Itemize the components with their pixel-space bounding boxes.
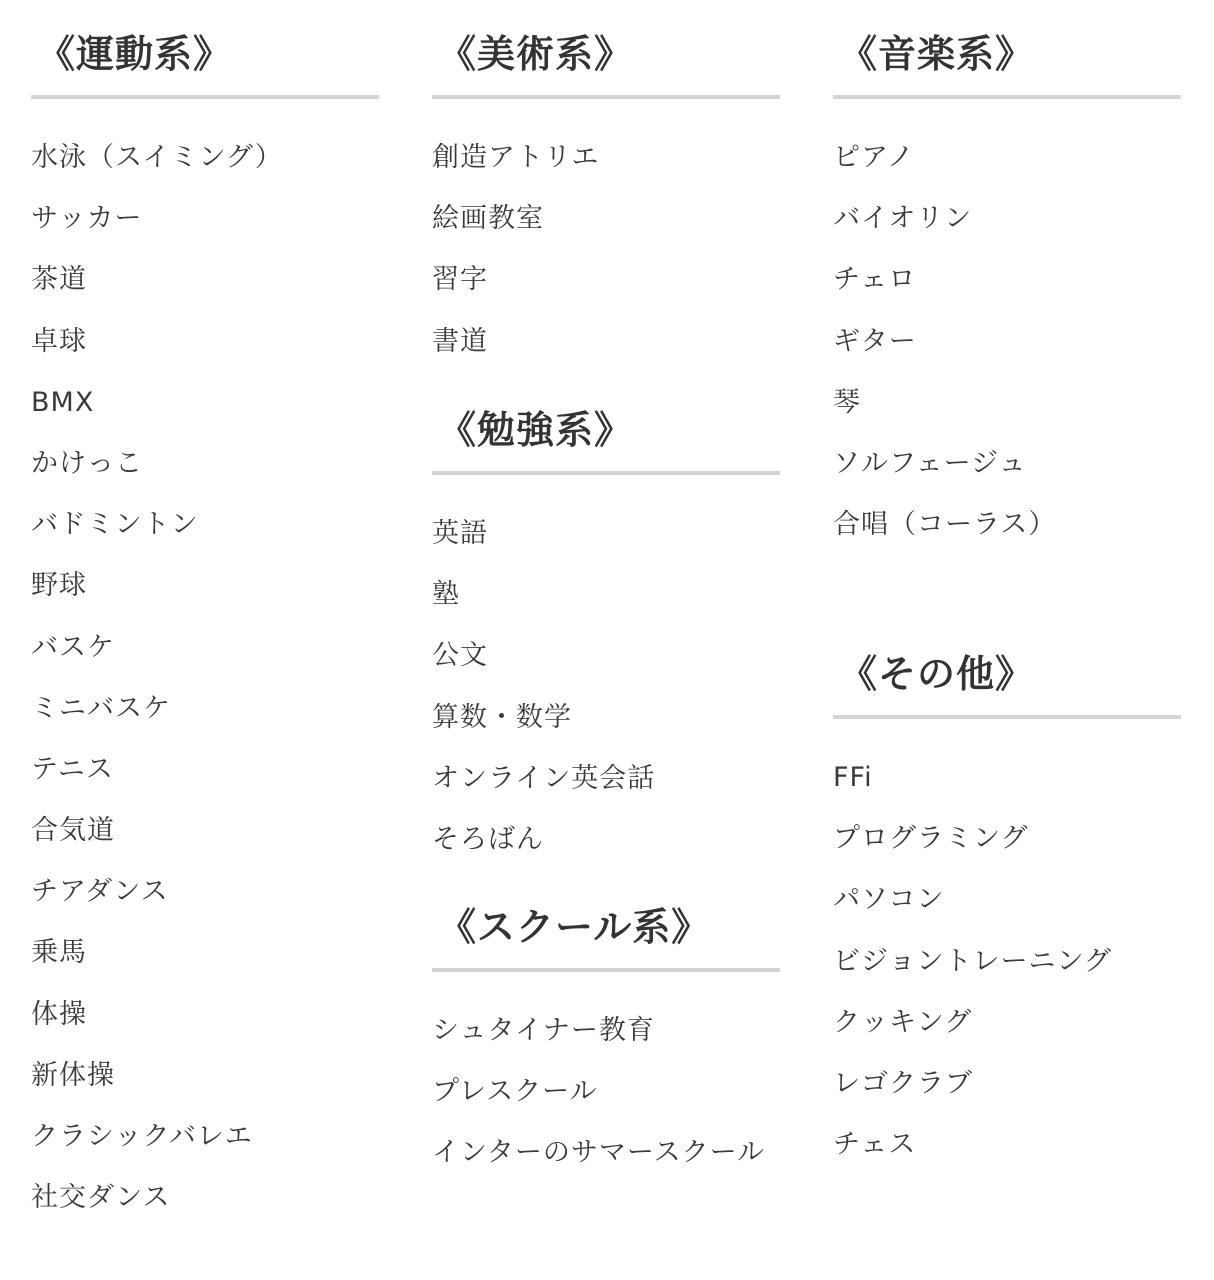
list-item: 合気道 (31, 815, 115, 847)
section-divider (31, 95, 379, 99)
item-list (432, 1000, 780, 1184)
section-heading: 《音楽系》 (839, 32, 1035, 76)
list-item: クラシックバレエ (31, 1121, 253, 1152)
list-item: 合唱（コーラス） (833, 509, 1057, 541)
list-item: 書道 (432, 325, 488, 357)
list-item: プレスクール (432, 1076, 598, 1108)
section-sports (31, 25, 379, 1228)
section-divider (432, 471, 780, 475)
section-heading: 《勉強系》 (438, 408, 634, 452)
list-item: シュタイナー教育 (432, 1015, 655, 1046)
list-item: バスケ (31, 631, 115, 663)
list-item: チェロ (833, 264, 917, 296)
list-item: バドミントン (31, 509, 199, 541)
item-list (432, 503, 780, 870)
list-item: 習字 (432, 264, 488, 296)
section-divider (833, 95, 1181, 99)
list-item: オンライン英会話 (432, 762, 656, 794)
list-item: ピアノ (833, 142, 915, 173)
list-item: 卓球 (31, 325, 87, 357)
section-heading: 《スクール系》 (438, 905, 711, 949)
list-item: かけっこ (31, 447, 143, 479)
section-other (833, 645, 1181, 1175)
list-item: 創造アトリエ (432, 142, 600, 173)
section-divider (432, 968, 780, 972)
list-item: ソルフェージュ (833, 447, 1027, 479)
item-list (31, 127, 379, 1228)
section-heading: 《美術系》 (438, 32, 634, 76)
list-item: サッカー (31, 203, 143, 235)
item-list (833, 747, 1181, 1175)
list-item: FFi (833, 762, 873, 793)
list-item: レゴクラブ (833, 1067, 973, 1099)
list-item: 新体操 (31, 1059, 115, 1091)
list-item: 公文 (432, 640, 488, 672)
list-item: テニス (31, 753, 114, 785)
list-item: バイオリン (833, 203, 973, 235)
section-divider (432, 95, 780, 99)
section-study (432, 401, 780, 870)
list-item: 塾 (432, 579, 460, 611)
list-item: パソコン (833, 884, 945, 916)
list-item: プログラミング (833, 823, 1029, 855)
list-item: 体操 (31, 998, 87, 1030)
list-item: 乗馬 (31, 937, 87, 969)
section-heading: 《その他》 (839, 652, 1035, 696)
list-item: 算数・数学 (432, 701, 572, 733)
section-art (432, 25, 780, 372)
item-list (833, 127, 1181, 555)
list-item: チアダンス (31, 876, 169, 908)
item-list (432, 127, 780, 372)
list-item: そろばん (432, 823, 544, 855)
list-item: 水泳（スイミング） (31, 142, 283, 173)
list-item: ギター (833, 325, 917, 357)
list-item: 茶道 (31, 264, 87, 296)
list-item: 野球 (31, 570, 87, 602)
list-item: ミニバスケ (31, 692, 171, 724)
section-school (432, 898, 780, 1184)
list-item: BMX (31, 386, 95, 418)
list-item: 琴 (833, 386, 861, 418)
list-item: クッキング (833, 1006, 973, 1038)
list-item: 社交ダンス (31, 1182, 171, 1214)
list-item: インターのサマースクール (432, 1137, 766, 1169)
list-item: ビジョントレーニング (833, 945, 1112, 977)
section-music (833, 25, 1181, 555)
section-divider (833, 715, 1181, 719)
section-heading: 《運動系》 (37, 32, 233, 76)
list-item: 英語 (432, 518, 488, 549)
list-item: 絵画教室 (432, 203, 544, 235)
list-item: チェス (833, 1129, 917, 1161)
